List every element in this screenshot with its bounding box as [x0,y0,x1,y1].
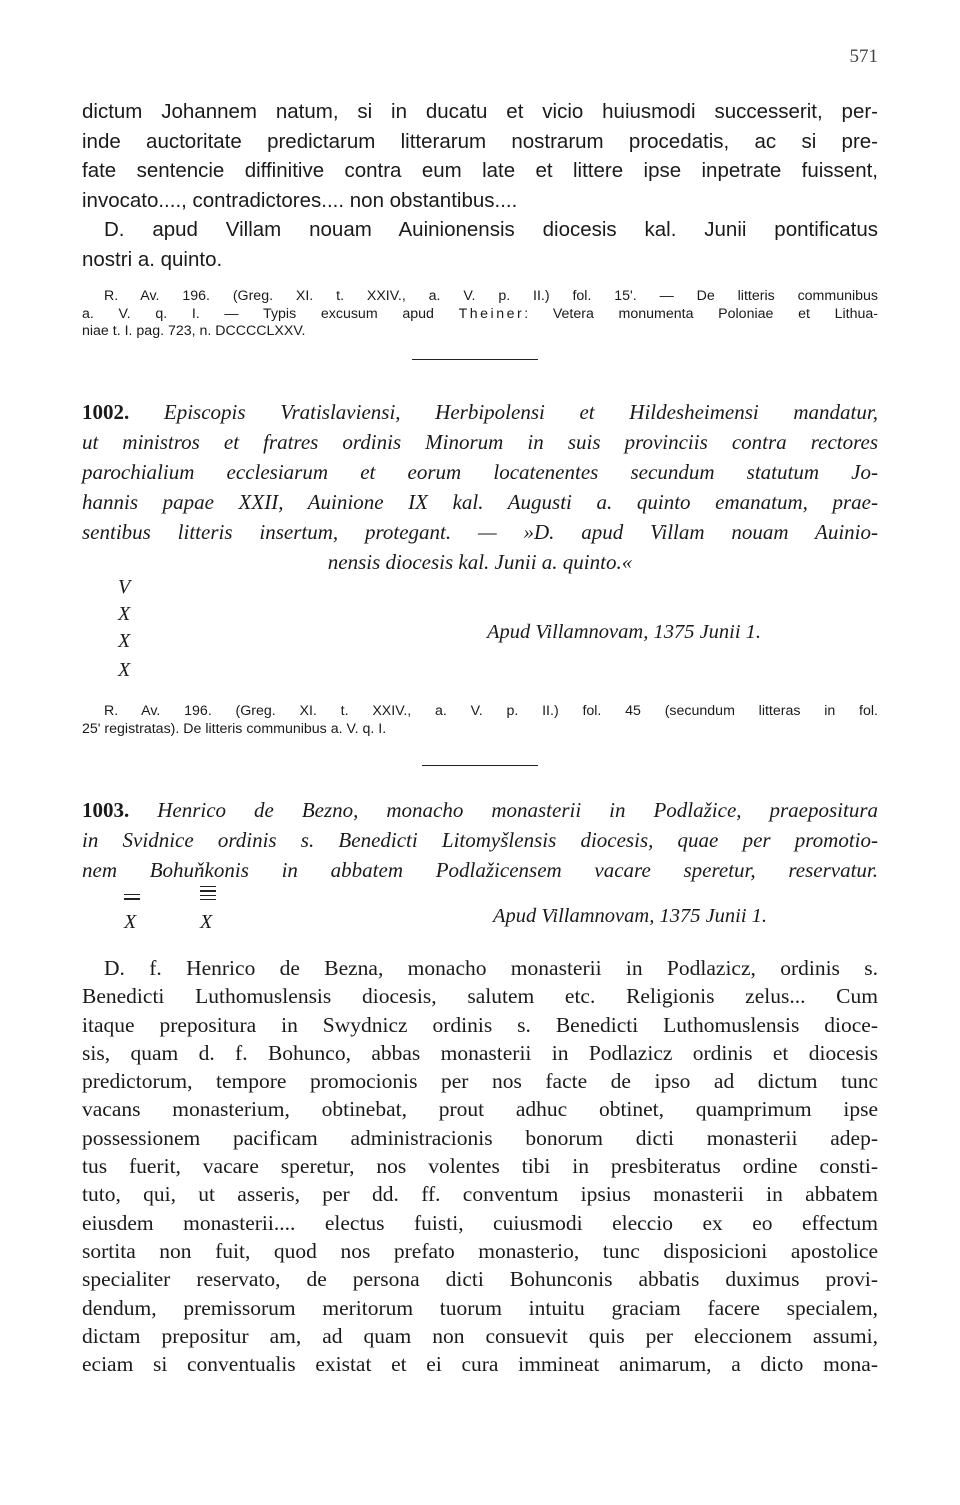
ref-line: 25' registratas). De litteris communibus a. V. q. I. [82,720,387,737]
roman-mark: X [124,911,137,933]
heading-line [82,397,878,427]
reference-note [82,288,878,341]
body-line: tus fuerit, vacare speretur, nos volentes tibi in presbiteratus ordine consti- [82,1154,878,1179]
roman-mark: V [118,576,131,598]
entry-1002-date: Apud Villamnovam, 1375 Junii 1. [487,621,762,643]
section-divider [412,359,538,360]
heading-text: Henrico de Bezno, monacho monasterii in Podlažice, praepositura [157,798,878,822]
author-name: Theiner [458,305,525,322]
double-bar-mark [124,894,140,903]
body-line: itaque prepositura in Swydnicz ordinis s. Benedicti Luthomuslensis dioce- [82,1012,878,1037]
intro-line: D. apud Villam nouam Auinionensis diocesis kal. Junii pontificatus [104,218,878,241]
entry-number: 1002. [82,400,130,424]
roman-mark: X [200,911,213,933]
entry-1003-date: Apud Villamnovam, 1375 Junii 1. [493,905,768,927]
heading-text: Episcopis Vratislaviensi, Herbipolensi et Hildesheimensi mandatur, [163,400,878,424]
ref-line: R. Av. 196. (Greg. XI. t. XXIV., a. V. p. II.) fol. 45 (secundum litteras in fol. [104,703,878,719]
ref-line [82,306,878,324]
body-line: eiusdem monasterii.... electus fuisti, cuiusmodi eleccio ex eo effectum [82,1210,878,1235]
quadruple-bar-mark [200,886,216,903]
intro-line: dictum Johannem natum, si in ducatu et vicio huiusmodi successerit, per- [82,100,878,123]
page-number: 571 [849,46,878,67]
ref-text: a. V. q. I. — Typis excusum apud [82,305,459,322]
intro-line: fate sentencie diffinitive contra eum late et littere ipse inpetrate fuissent, [82,159,878,182]
ref-text: : Vetera monumenta Poloniae et Lithua- [524,305,878,322]
entry-1003-body [82,954,878,1378]
body-line: specialiter reservato, de persona dicti Bohunconis abbatis duximus provi- [82,1267,878,1292]
ref-line: niae t. I. pag. 723, n. DCCCCLXXV. [82,323,306,340]
section-divider [422,765,538,766]
body-line: sis, quam d. f. Bohunco, abbas monasterii in Podlazicz ordinis et diocesis [82,1040,878,1065]
entry-1002-heading [82,397,878,577]
body-line: dictam prepositur am, ad quam non consuevit quis per eleccionem assumi, [82,1323,878,1348]
entry-number: 1003. [82,798,130,822]
intro-line: invocato...., contradictores.... non obstantibus.... [82,188,518,212]
body-line: dendum, premissorum meritorum tuorum intuitu graciam facere specialem, [82,1295,878,1320]
roman-mark: X [118,659,131,681]
heading-line: in Svidnice ordinis s. Benedicti Litomyšlensis diocesis, quae per promotio- [82,828,878,852]
entry-1003-heading [82,795,878,885]
intro-line: inde auctoritate predictarum litterarum nostrarum procedatis, ac si pre- [82,129,878,153]
body-line: vacans monasterium, obtinebat, prout adhuc obtinet, quamprimum ipse [82,1097,878,1122]
body-line: tuto, qui, ut asseris, per dd. ff. conventum ipsius monasterii in abbatem [82,1182,878,1207]
body-line: predictorum, tempore promocionis per nos facte de ipso ad dictum tunc [82,1069,878,1094]
heading-line: hannis papae XXII, Auinione IX kal. Augusti a. quinto emanatum, prae- [82,490,878,514]
ref-line: R. Av. 196. (Greg. XI. t. XXIV., a. V. p. II.) fol. 15'. — De litteris communibus [104,288,878,304]
roman-mark: X [118,603,131,625]
body-line: Benedicti Luthomuslensis diocesis, salutem etc. Religionis zelus... Cum [82,984,878,1009]
heading-line: nensis diocesis kal. Junii a. quinto.« [327,550,633,574]
body-line: possessionem pacificam administracionis bonorum dicti monasterii adep- [82,1125,878,1150]
roman-mark: X [118,630,131,652]
intro-line: nostri a. quinto. [82,247,223,271]
body-line: eciam si conventualis existat et ei cura immineat animarum, a dicto mona- [82,1352,878,1377]
heading-line: sentibus litteris insertum, protegant. — »D. apud Villam nouam Auinio- [82,520,878,544]
body-line: sortita non fuit, quod nos prefato monasterio, tunc disposicioni apostolice [82,1238,878,1263]
heading-line [82,795,878,825]
heading-line: ut ministros et fratres ordinis Minorum in suis provinciis contra rectores [82,430,878,454]
heading-line: nem Bohuňkonis in abbatem Podlažicensem vacare speretur, reservatur. [82,858,878,882]
heading-line: parochialium ecclesiarum et eorum locatenentes secundum statutum Jo- [82,460,878,484]
body-line: D. f. Henrico de Bezna, monacho monasterii in Podlazicz, ordinis s. [104,956,878,980]
intro-paragraph [82,97,878,274]
reference-note [82,703,878,738]
